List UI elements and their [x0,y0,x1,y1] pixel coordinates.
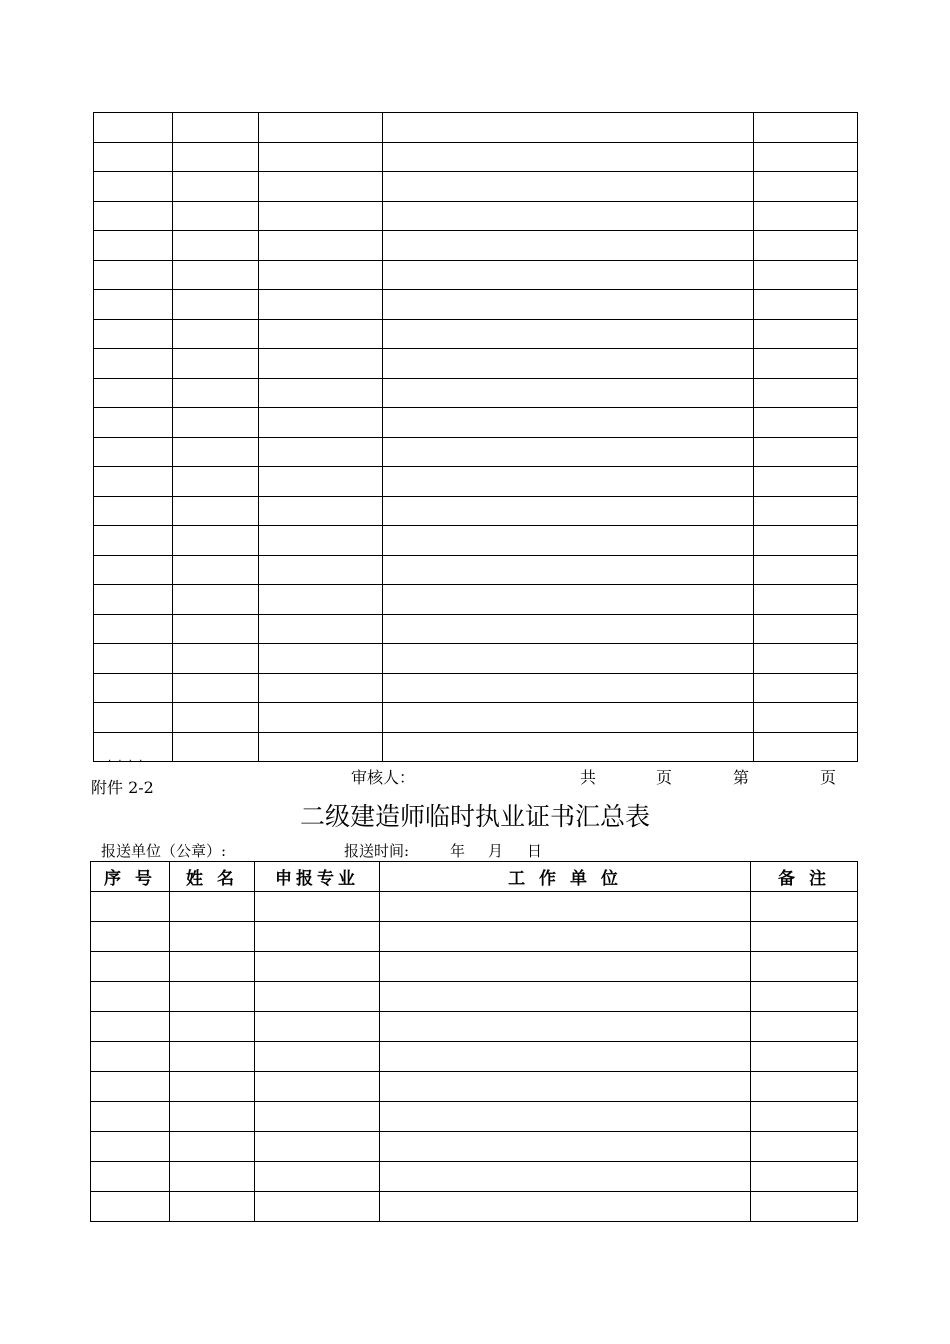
blank-cell[interactable] [259,555,383,585]
blank-cell[interactable] [94,378,173,408]
blank-cell[interactable] [94,231,173,261]
page-of-label: 页 [656,768,673,787]
blank-cell[interactable] [383,703,754,733]
table-row [91,1162,858,1192]
blank-cell[interactable] [383,319,754,349]
blank-cell[interactable] [173,555,259,585]
blank-cell[interactable] [751,1042,858,1072]
blank-cell[interactable] [380,922,751,952]
table-row [94,408,858,438]
blank-cell[interactable] [259,585,383,615]
blank-cell[interactable] [754,201,858,231]
blank-cell[interactable] [754,585,858,615]
blank-cell[interactable] [259,614,383,644]
blank-cell[interactable] [170,1102,255,1132]
table-row [91,1072,858,1102]
blank-cell[interactable] [255,1042,380,1072]
reviewer-label: 审核人： [351,768,416,787]
blank-cell[interactable] [380,1042,751,1072]
table-row [94,614,858,644]
blank-cell[interactable] [259,437,383,467]
blank-cell[interactable] [255,1072,380,1102]
blank-cell[interactable] [255,892,380,922]
blank-cell[interactable] [170,1192,255,1222]
blank-cell[interactable] [751,1072,858,1102]
table-row [94,319,858,349]
blank-cell[interactable] [173,437,259,467]
table-row [94,142,858,172]
blank-cell[interactable] [94,349,173,379]
blank-cell[interactable] [173,172,259,202]
table-row [94,673,858,703]
blank-cell[interactable] [754,260,858,290]
blank-cell[interactable] [259,408,383,438]
blank-cell[interactable] [754,290,858,320]
blank-cell[interactable] [383,644,754,674]
blank-cell[interactable] [173,378,259,408]
blank-cell[interactable] [173,732,259,762]
blank-cell[interactable] [255,1102,380,1132]
blank-cell[interactable] [380,1192,751,1222]
blank-cell[interactable] [751,892,858,922]
table-row [94,644,858,674]
blank-cell[interactable] [255,922,380,952]
blank-cell[interactable] [91,1072,170,1102]
table-row [91,1132,858,1162]
blank-cell[interactable] [754,113,858,143]
blank-cell[interactable] [383,673,754,703]
attachment-label: 附件 2-2 [91,778,154,797]
blank-cell[interactable] [94,496,173,526]
blank-cell[interactable] [383,408,754,438]
blank-cell[interactable] [94,555,173,585]
blank-cell[interactable] [170,1012,255,1042]
header-name: 姓 名 [170,862,255,892]
blank-cell[interactable] [173,113,259,143]
blank-cell[interactable] [383,555,754,585]
blank-cell[interactable] [383,437,754,467]
table-row [94,260,858,290]
blank-cell[interactable] [383,290,754,320]
blank-cell[interactable] [383,349,754,379]
header-serial-number: 序 号 [91,862,170,892]
blank-cell[interactable] [94,290,173,320]
blank-cell[interactable] [91,1102,170,1132]
blank-cell[interactable] [259,703,383,733]
blank-cell[interactable] [173,349,259,379]
blank-cell[interactable] [94,319,173,349]
blank-cell[interactable] [173,260,259,290]
blank-cell[interactable] [255,982,380,1012]
blank-cell[interactable] [754,408,858,438]
blank-cell[interactable] [751,1102,858,1132]
blank-cell[interactable] [255,952,380,982]
blank-cell[interactable] [173,496,259,526]
blank-cell[interactable] [380,1132,751,1162]
blank-cell[interactable] [91,892,170,922]
blank-cell[interactable] [259,172,383,202]
table-row [94,467,858,497]
table-row [91,1192,858,1222]
blank-cell[interactable] [94,614,173,644]
blank-cell[interactable] [380,952,751,982]
blank-cell[interactable] [173,526,259,556]
blank-cell[interactable] [259,319,383,349]
table-row [94,349,858,379]
blank-cell[interactable] [380,892,751,922]
table-row [91,1012,858,1042]
blank-cell[interactable] [255,1012,380,1042]
blank-cell[interactable] [380,1072,751,1102]
blank-cell[interactable] [170,1132,255,1162]
table-row [94,290,858,320]
blank-cell[interactable] [94,703,173,733]
blank-cell[interactable] [259,290,383,320]
blank-cell[interactable] [383,172,754,202]
blank-cell[interactable] [754,496,858,526]
blank-cell[interactable] [383,260,754,290]
blank-cell[interactable] [383,614,754,644]
blank-cell[interactable] [91,922,170,952]
blank-cell[interactable] [380,982,751,1012]
blank-cell[interactable] [754,703,858,733]
table-row [94,526,858,556]
blank-cell[interactable] [754,644,858,674]
blank-cell[interactable] [255,1162,380,1192]
blank-cell[interactable] [94,201,173,231]
blank-cell[interactable] [173,319,259,349]
blank-cell[interactable] [170,1042,255,1072]
blank-cell[interactable] [94,673,173,703]
blank-cell[interactable] [259,260,383,290]
blank-cell[interactable] [170,982,255,1012]
blank-cell[interactable] [751,1132,858,1162]
blank-cell[interactable] [259,231,383,261]
blank-cell[interactable] [91,982,170,1012]
blank-cell[interactable] [255,1132,380,1162]
blank-cell[interactable] [751,952,858,982]
table-row [94,496,858,526]
blank-cell[interactable] [259,378,383,408]
blank-cell[interactable] [754,437,858,467]
blank-cell[interactable] [754,319,858,349]
blank-cell[interactable] [259,349,383,379]
day-label: 日 [527,842,543,860]
page-ordinal-label: 第 [733,768,750,787]
table-row [94,231,858,261]
blank-cell[interactable] [173,644,259,674]
blank-cell[interactable] [754,231,858,261]
blank-cell[interactable] [754,142,858,172]
blank-cell[interactable] [380,1012,751,1042]
blank-cell[interactable] [91,1192,170,1222]
table-row [91,1042,858,1072]
header-remarks: 备 注 [751,862,858,892]
table-row [91,982,858,1012]
blank-cell[interactable] [94,467,173,497]
blank-cell[interactable] [170,1072,255,1102]
blank-cell[interactable] [173,231,259,261]
certificate-summary-table [90,861,858,1222]
blank-cell[interactable] [383,496,754,526]
blank-cell[interactable] [94,172,173,202]
table-row [94,732,858,762]
table-row [94,172,858,202]
blank-cell[interactable] [383,231,754,261]
blank-cell[interactable] [170,952,255,982]
blank-cell[interactable] [751,982,858,1012]
month-label: 月 [488,842,504,860]
year-label: 年 [450,842,466,860]
document-title: 二级建造师临时执业证书汇总表 [299,802,650,831]
blank-cell[interactable] [170,892,255,922]
blank-cell[interactable] [259,644,383,674]
blank-cell[interactable] [383,378,754,408]
blank-cell[interactable] [754,526,858,556]
blank-cell[interactable] [259,201,383,231]
blank-cell[interactable] [259,496,383,526]
table-row [94,703,858,733]
blank-cell[interactable] [173,467,259,497]
blank-cell[interactable] [94,585,173,615]
blank-cell[interactable] [94,437,173,467]
header-work-unit: 工 作 单 位 [380,862,751,892]
table-row [94,555,858,585]
blank-cell[interactable] [94,408,173,438]
blank-cell[interactable] [754,555,858,585]
blank-cell[interactable] [754,172,858,202]
table-row [91,892,858,922]
submit-time-label: 报送时间: [344,842,410,860]
blank-cell[interactable] [94,113,173,143]
blank-cell[interactable] [383,526,754,556]
blank-cell[interactable] [754,378,858,408]
blank-cell[interactable] [173,201,259,231]
blank-cell[interactable] [751,922,858,952]
table-row [91,922,858,952]
blank-cell[interactable] [173,585,259,615]
blank-cell[interactable] [754,467,858,497]
blank-cell[interactable] [751,1192,858,1222]
blank-cell[interactable] [383,201,754,231]
page-total-label: 共 [580,768,597,787]
blank-cell[interactable] [383,467,754,497]
blank-cell[interactable] [751,1012,858,1042]
blank-cell[interactable] [751,1162,858,1192]
table-row [91,1102,858,1132]
blank-cell[interactable] [173,614,259,644]
blank-cell[interactable] [383,585,754,615]
blank-cell[interactable] [173,703,259,733]
blank-cell[interactable] [380,1102,751,1132]
blank-cell[interactable] [754,614,858,644]
blank-cell[interactable] [170,1162,255,1192]
blank-cell[interactable] [173,673,259,703]
blank-cell[interactable] [754,673,858,703]
blank-cell[interactable] [94,142,173,172]
blank-cell[interactable] [255,1192,380,1222]
table-header-row [91,862,858,892]
table-row [94,113,858,143]
blank-cell[interactable] [259,467,383,497]
table-row [94,201,858,231]
blank-cell[interactable] [173,290,259,320]
blank-cell[interactable] [170,922,255,952]
blank-cell[interactable] [754,732,858,762]
blank-cell[interactable] [94,260,173,290]
blank-cell[interactable] [91,1132,170,1162]
blank-cell[interactable] [380,1162,751,1192]
blank-cell[interactable] [383,732,754,762]
blank-cell[interactable] [259,526,383,556]
table-row [94,585,858,615]
blank-cell[interactable] [94,526,173,556]
blank-cell[interactable] [383,113,754,143]
submit-unit-label: 报送单位（公章）: [101,842,227,860]
page-current-label: 页 [820,768,837,787]
continued-blank-table [93,112,858,762]
table-row [94,378,858,408]
blank-cell[interactable] [173,408,259,438]
blank-cell[interactable] [383,142,754,172]
blank-cell[interactable] [173,142,259,172]
blank-cell[interactable] [91,952,170,982]
blank-cell[interactable] [754,349,858,379]
blank-cell[interactable] [259,113,383,143]
blank-cell[interactable] [91,1162,170,1192]
blank-cell[interactable] [259,142,383,172]
blank-cell[interactable] [94,644,173,674]
header-specialty: 申报专业 [255,862,380,892]
blank-cell[interactable] [91,1012,170,1042]
blank-cell[interactable] [259,732,383,762]
blank-cell[interactable] [259,673,383,703]
cut-off-text-remnant: · · · · [108,756,145,767]
table-row [91,952,858,982]
blank-cell[interactable] [91,1042,170,1072]
table-row [94,437,858,467]
